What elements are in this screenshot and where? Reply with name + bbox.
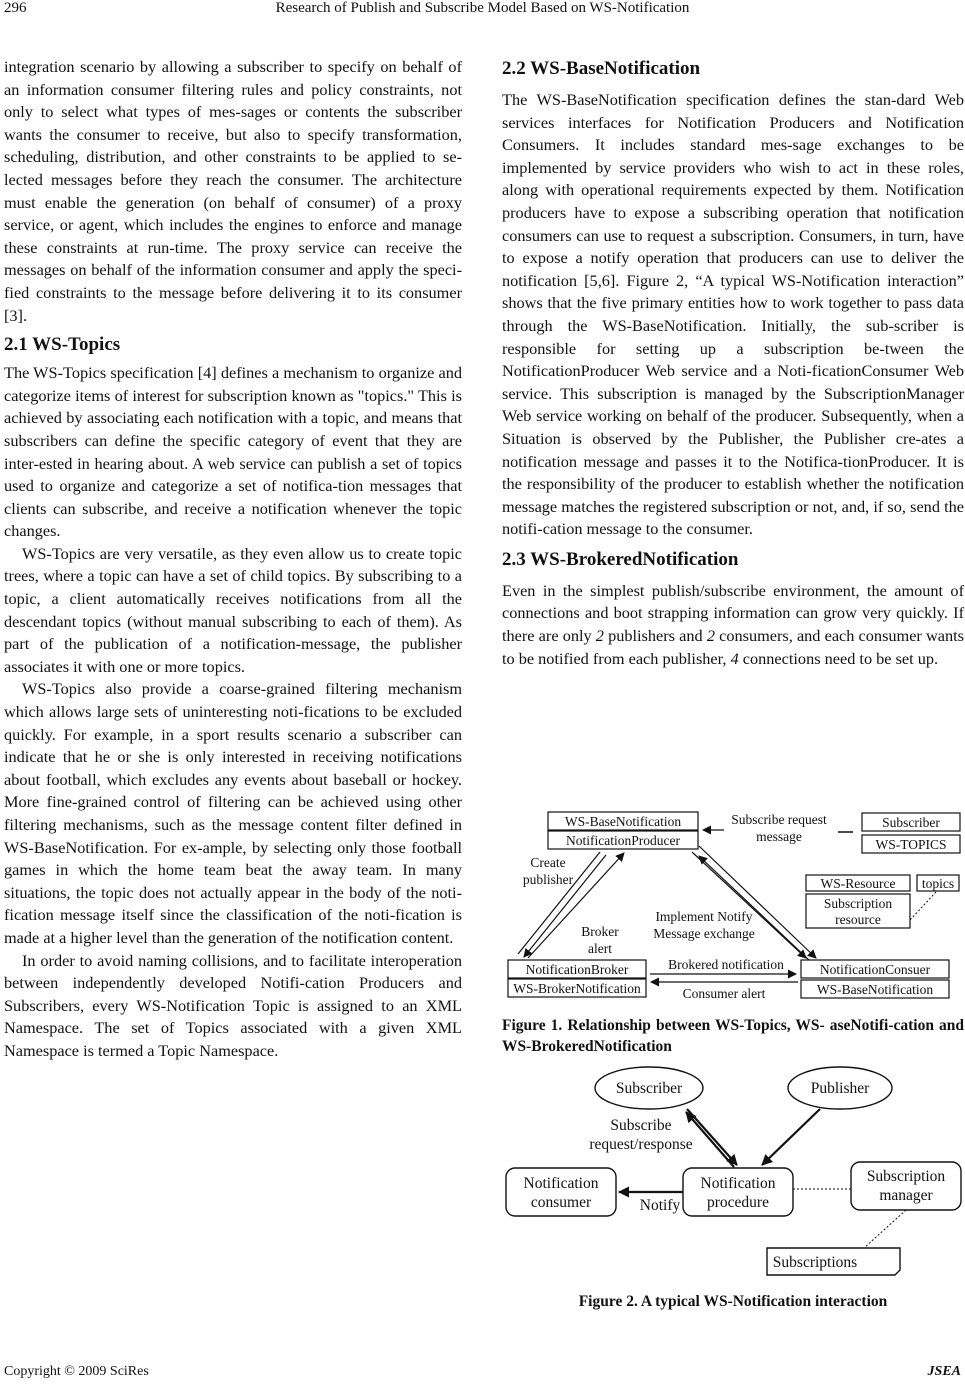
label: Notify	[639, 1197, 681, 1214]
label: Subscribe request	[731, 812, 827, 827]
label: Implement Notify	[655, 909, 753, 924]
label: resource	[835, 912, 881, 927]
label: Subscriber	[615, 1080, 683, 1097]
label: consumer	[530, 1194, 592, 1211]
text-run: consumers, and each consumer wants to be notified from each publisher,	[502, 626, 964, 668]
section-heading-ws-topics: 2.1 WS-Topics	[4, 334, 121, 356]
label: Notification	[523, 1175, 599, 1192]
label: message	[756, 829, 802, 844]
label: publisher	[522, 872, 574, 887]
label: procedure	[707, 1194, 769, 1211]
notify-arrow-2	[692, 852, 806, 958]
label: NotificationConsuer	[819, 962, 931, 977]
italic-number: 2	[706, 626, 715, 646]
text-run: publishers and	[603, 626, 707, 646]
label: Subscriptions	[772, 1254, 858, 1271]
paragraph-ws-basenotification: The WS-BaseNotification specification defines the stan-dard Web services interfaces for Notification Producers and Notification Consumers. It includes standard mes-sage exchanges to be implemented by service providers who wish to act in these roles, along with operational requirements expected by them. Notification producers have to expose a subscribing operation that notification consumers can use to request a subscription. Consumers, in turn, have to expose a notify operation that producers can use to deliver the notification [5,6]. Figure 2, “A typical WS-Notification interaction” shows that the five primary entities how to work together to pass data through the WS-BaseNotification. Initially, the sub-scriber is responsible for setting up a subscription be-tween the NotificationProducer Web service and a Noti-ficationConsumer Web service. This subscription is managed by the SubscriptionManager Web service working on behalf of the producer. Subsequently, when a Situation is observed by the Publisher, the Publisher cre-ates a notification message and passes it to the Notifica-tionProducer. It is the responsibility of the producer to establish whether the notification message matches the registered subscription or not, and, if so, send the notifi-cation message to the consumer.	[502, 90, 964, 539]
page-header	[0, 0, 965, 22]
journal-footer: JSEA	[927, 1364, 961, 1379]
paragraph-ws-topics-2: WS-Topics are very versatile, as they even allow us to create topic trees, where a topic can have a set of child topics. By subscribing to a topic, a client automatically receives notifications from all the descendant topics (without manual subscribing to each of them). As part of the publication of a notification-message, the publisher associates it with one or more topics.	[4, 543, 462, 676]
label: Subscriber	[882, 815, 940, 830]
label: Consumer alert	[682, 986, 766, 1001]
response-arrow	[686, 1112, 734, 1167]
label: request/response	[589, 1136, 693, 1153]
subscribe-arrow	[687, 1109, 737, 1165]
label: Publisher	[810, 1080, 870, 1097]
label: Message exchange	[653, 926, 755, 941]
label: WS-BaseNotification	[564, 814, 682, 829]
section-heading-ws-basenotification: 2.2 WS-BaseNotification	[502, 58, 701, 79]
label: WS-BaseNotification	[816, 982, 934, 997]
text-run: Even in the simplest publish/subscribe environment, the amount of connections and boot strapping information can grow very quickly. If there are only	[502, 580, 964, 646]
paragraph-ws-topics-4: In order to avoid naming collisions, and to facilitate interoperation between independently developed Notifi-cation Producers and Subscribers, every WS-Notification Topic is assigned to an XML Namespace. The set of Topics associated with a given XML Namespace is termed a Topic Namespace.	[4, 950, 462, 1060]
figure-2-diagram	[502, 1064, 964, 1284]
figure-1-caption: Figure 1. Relationship between WS-Topics, WS- aseNotifi-cation and WS-BrokeredNotification	[502, 1017, 964, 1055]
label: Subscribe	[610, 1117, 672, 1134]
label: Brokered notification	[668, 957, 784, 972]
label: Subscription	[866, 1168, 946, 1185]
figure-1-diagram	[504, 808, 964, 1004]
page-number: 296	[4, 0, 27, 16]
label: Subscription	[823, 896, 893, 911]
right-column	[502, 56, 964, 670]
label: WS-BrokerNotification	[513, 981, 641, 996]
dotted-connector	[864, 1210, 906, 1248]
label: WS-TOPICS	[875, 837, 947, 852]
notify-arrow-3	[699, 856, 809, 960]
italic-number: 2	[595, 626, 604, 646]
italic-number: 4	[730, 648, 739, 668]
label: WS-Resource	[820, 876, 896, 891]
label: Create	[530, 855, 566, 870]
copyright-footer: Copyright © 2009 SciRes	[4, 1364, 149, 1379]
label: NotificationBroker	[525, 962, 629, 977]
publish-arrow	[762, 1109, 820, 1165]
notify-arrow-1	[699, 846, 816, 958]
label: topics	[921, 876, 955, 891]
left-column	[4, 56, 462, 1063]
running-title: Research of Publish and Subscribe Model Based on WS-Notification	[275, 0, 690, 16]
label: Broker	[581, 924, 619, 939]
text-run: connections need to be set up.	[738, 648, 939, 668]
paragraph-ws-topics-1: The WS-Topics specification [4] defines a mechanism to organize and categorize items of interest for subscription known as "topics." This is achieved by associating each notification with a topic, and means that subscribers can define the specific category of event that they are inter-ested in hearing about. A web service can publish a set of topics used to organize and categorize a set of notifica-tion messages that clients can subscribe, and receive a notification whenever the topic changes.	[4, 363, 462, 541]
paragraph-ws-topics-3: WS-Topics also provide a coarse-grained filtering mechanism which allows large sets of uninteresting noti-fications to be excluded quickly. For example, in a sport results scenario a subscriber can indicate that he or she is only interested in receiving notifications about football, which excludes any events about baseball or hockey. More fine-grained control of filtering can be achieved using other filtering mechanisms, such as the message content filter defined in WS-BaseNotification. For ex-ample, by selecting only those football games in which the home team beat the away team. In many situations, the topic does not actually appear in the body of the noti-fication message itself since the classification of the noti-fication is made at a higher level than the generation of the notification content.	[4, 679, 462, 947]
paragraph-ws-brokerednotification	[502, 580, 964, 670]
dotted-connector	[910, 892, 936, 920]
paragraph-intro: integration scenario by allowing a subscriber to specify on behalf of an information consumer filtering rules and policy constraints, not only to select what types of mes-sages or contents the subscriber wants the consumer to receive, but also to specify transformation, scheduling, distribution, and other constraints to be applied to se-lected messages before they reach the consumer. The architecture must enable the generation (on behalf of consumer) of a proxy service, or agent, which includes the engines to enforce and manage these constraints at run-time. The proxy service can receive the messages on behalf of the information consumer and apply the speci-fied constraints to the message before delivering it to its consumer [3].	[4, 57, 462, 325]
label: Notification	[700, 1175, 776, 1192]
label: manager	[879, 1187, 933, 1204]
section-heading-ws-brokerednotification: 2.3 WS-BrokeredNotification	[502, 548, 739, 570]
label: NotificationProducer	[566, 833, 680, 848]
figure-2-caption: Figure 2. A typical WS-Notification interaction	[578, 1293, 888, 1310]
label: alert	[588, 941, 612, 956]
